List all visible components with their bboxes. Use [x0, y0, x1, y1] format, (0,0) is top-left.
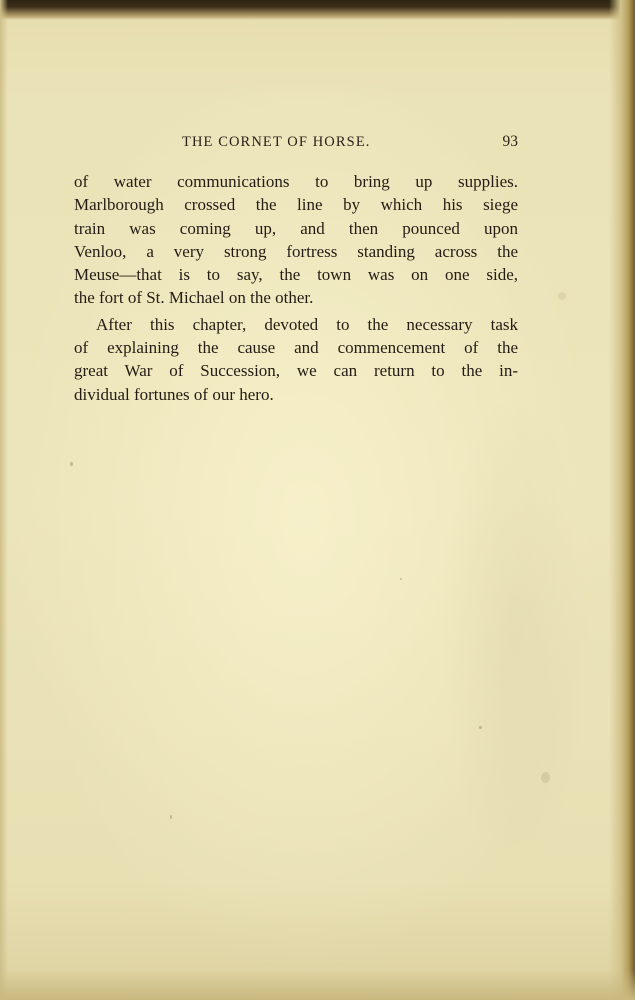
- page-left-edge: [0, 0, 8, 1000]
- paper-speck: [541, 772, 550, 783]
- paper-speck: [479, 726, 482, 729]
- paragraph-2: [74, 313, 518, 406]
- text-line: Marlborough crossed the line by which his siege: [74, 195, 518, 215]
- running-head-title: THE CORNET OF HORSE.: [182, 134, 371, 150]
- page-top-edge-shadow: [0, 0, 635, 20]
- text-line: Venloo, a very strong fortress standing across the: [74, 241, 518, 261]
- text-line: of water communications to bring up supplies.: [74, 172, 518, 191]
- show-through-bleed: [440, 392, 590, 872]
- text-line: of explaining the cause and commencement of the: [74, 338, 518, 358]
- text-line: dividual fortunes of our hero.: [74, 384, 274, 404]
- text-line: the fort of St. Michael on the other.: [74, 288, 314, 308]
- paper-speck: [558, 292, 566, 300]
- body-text: [74, 170, 518, 406]
- text-line: After this chapter, devoted to the necessary task: [96, 314, 518, 334]
- paper-speck: [400, 578, 402, 580]
- running-head: [74, 131, 518, 153]
- page-right-edge-shadow: [609, 0, 635, 1000]
- text-line: great War of Succession, we can return to the in-: [74, 361, 518, 381]
- text-line: Meuse—that is to say, the town was on one side,: [74, 265, 518, 285]
- paper-speck: [70, 462, 73, 466]
- text-line: train was coming up, and then pounced upon: [74, 218, 518, 238]
- page-number: 93: [502, 133, 518, 150]
- paper-speck: [170, 815, 172, 819]
- page-bottom-edge: [0, 970, 635, 1000]
- paragraph-1: [74, 170, 518, 310]
